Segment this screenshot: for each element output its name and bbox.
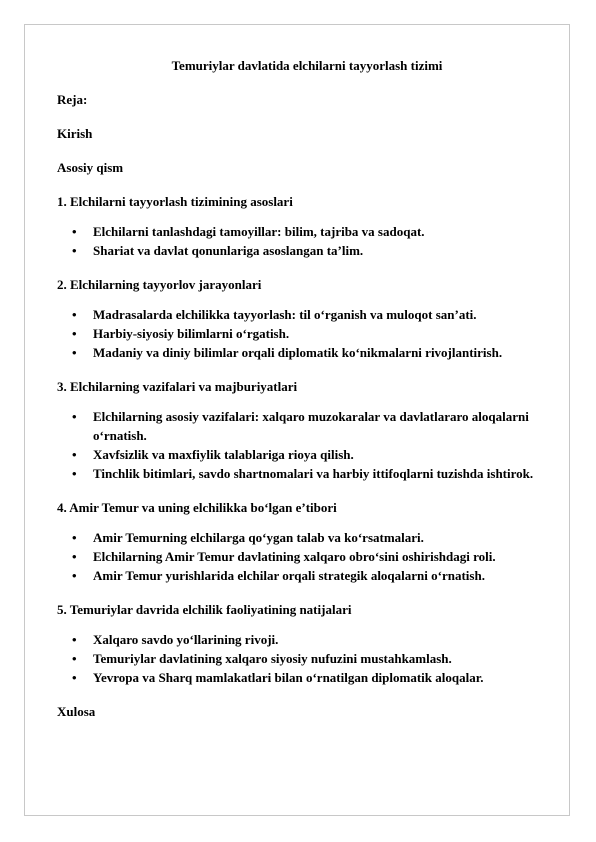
list-item: • Xavfsizlik va maxfiylik talablariga rioya qilish. [72, 447, 354, 462]
list-item: • Amir Temur yurishlarida elchilar orqali strategik aloqalarni o‘rnatish. [72, 568, 485, 583]
section-heading-4: 4. Amir Temur va uning elchilikka bo‘lgan e’tibori [57, 500, 337, 515]
bullet-icon: • [72, 466, 77, 481]
list-item: • Madrasalarda elchilikka tayyorlash: til o‘rganish va muloqot san’ati. [72, 307, 477, 322]
list-item: • Xalqaro savdo yo‘llarining rivoji. [72, 632, 279, 647]
document-content [57, 56, 537, 736]
section-heading-1: 1. Elchilarni tayyorlash tizimining asoslari [57, 194, 293, 209]
plan-label: Reja: [57, 92, 88, 107]
conclusion-label: Xulosa [57, 704, 96, 719]
list-item: • Harbiy-siyosiy bilimlarni o‘rgatish. [72, 326, 290, 341]
bullet-icon: • [72, 224, 77, 239]
bullet-icon: • [72, 651, 77, 666]
section-heading-2: 2. Elchilarning tayyorlov jarayonlari [57, 277, 262, 292]
section-heading-3: 3. Elchilarning vazifalari va majburiyatlari [57, 379, 298, 394]
bullet-icon: • [72, 447, 77, 462]
bullet-icon: • [72, 307, 77, 322]
list-item: • Elchilarni tanlashdagi tamoyillar: bilim, tajriba va sadoqat. [72, 224, 425, 239]
bullet-icon: • [72, 409, 77, 424]
intro-label: Kirish [57, 126, 93, 141]
list-item: • Elchilarning asosiy vazifalari: xalqaro muzokaralar va davlatlararo aloqalarni o‘rnatish. [72, 409, 529, 443]
main-part-label: Asosiy qism [57, 160, 124, 175]
section-list-4 [57, 528, 537, 585]
list-item: • Amir Temurning elchilarga qo‘ygan talab va ko‘rsatmalari. [72, 530, 424, 545]
list-item: • Madaniy va diniy bilimlar orqali diplomatik ko‘nikmalarni rivojlantirish. [72, 345, 503, 360]
section-heading-5: 5. Temuriylar davrida elchilik faoliyatining natijalari [57, 602, 352, 617]
bullet-icon: • [72, 243, 77, 258]
bullet-icon: • [72, 670, 77, 685]
list-item: • Temuriylar davlatining xalqaro siyosiy nufuzini mustahkamlash. [72, 651, 452, 666]
list-item: • Yevropa va Sharq mamlakatlari bilan o‘rnatilgan diplomatik aloqalar. [72, 670, 484, 685]
section-list-1 [57, 222, 537, 260]
bullet-icon: • [72, 530, 77, 545]
bullet-icon: • [72, 568, 77, 583]
section-list-3 [57, 407, 537, 483]
section-list-2 [57, 305, 537, 362]
list-item: • Shariat va davlat qonunlariga asoslangan ta’lim. [72, 243, 364, 258]
document-title: Temuriylar davlatida elchilarni tayyorlash tizimi [171, 58, 443, 73]
list-item: • Tinchlik bitimlari, savdo shartnomalari va harbiy ittifoqlarni tuzishda ishtirok. [72, 466, 534, 481]
bullet-icon: • [72, 632, 77, 647]
bullet-icon: • [72, 326, 77, 341]
section-list-5 [57, 630, 537, 687]
bullet-icon: • [72, 549, 77, 564]
bullet-icon: • [72, 345, 77, 360]
list-item: • Elchilarning Amir Temur davlatining xalqaro obro‘sini oshirishdagi roli. [72, 549, 496, 564]
